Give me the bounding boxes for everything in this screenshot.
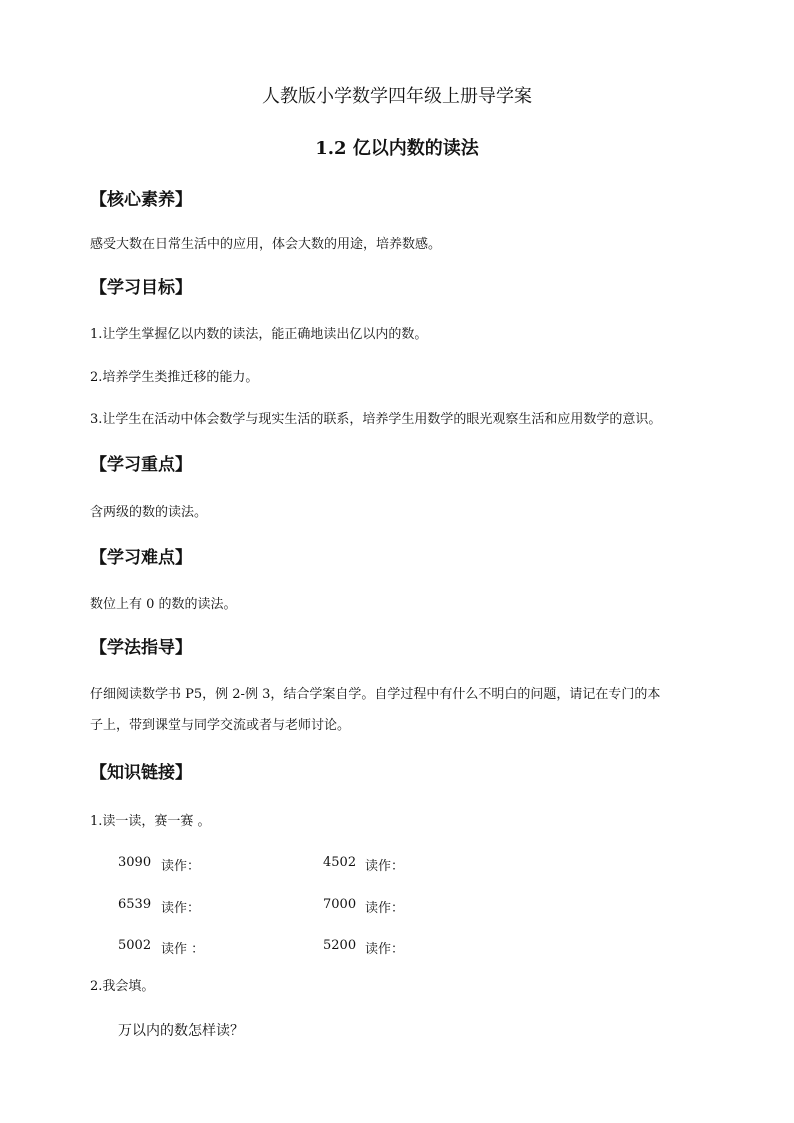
goal-item-1: 1.让学生掌握亿以内数的读法，能正确地读出亿以内的数。: [90, 327, 428, 342]
number-value: 3090: [118, 855, 152, 870]
core-heading: 【核心素养】: [90, 190, 192, 210]
goal-item-3: 3.让学生在活动中体会数学与现实生活的联系，培养学生用数学的眼光观察生活和应用数学的意识。: [90, 412, 662, 427]
read-as-label: 读作：: [365, 942, 405, 957]
lesson-title: 1.2 亿以内数的读法: [315, 138, 479, 159]
read-as-label: 读作：: [365, 901, 405, 916]
key-point-heading: 【学习重点】: [90, 455, 192, 475]
number-value: 4502: [323, 855, 357, 870]
read-as-label: 读作：: [365, 859, 405, 874]
number-value: 5002: [118, 938, 152, 953]
number-value: 5200: [323, 938, 357, 953]
exercise-2-question: 万以内的数怎样读？: [118, 1023, 244, 1039]
key-point-text: 含两级的数的读法。: [90, 505, 208, 520]
reading-row: [118, 855, 518, 874]
reading-row: [118, 897, 518, 916]
read-as-label: 读作：: [161, 859, 201, 874]
exercise-1-prompt: 1.读一读，赛一赛 。: [90, 814, 211, 829]
method-heading: 【学法指导】: [90, 638, 192, 658]
core-text: 感受大数在日常生活中的应用，体会大数的用途，培养数感。: [90, 237, 442, 252]
document-title: 人教版小学数学四年级上册导学案: [262, 86, 532, 107]
reading-row: [118, 938, 518, 957]
difficulty-heading: 【学习难点】: [90, 548, 192, 568]
number-value: 6539: [118, 897, 152, 912]
read-as-label: 读作：: [161, 901, 201, 916]
method-text-line-2: 子上，带到课堂与同学交流或者与老师讨论。: [90, 718, 351, 733]
goals-heading: 【学习目标】: [90, 278, 192, 298]
difficulty-text: 数位上有 0 的数的读法。: [90, 597, 237, 612]
goal-item-2: 2.培养学生类推迁移的能力。: [90, 370, 259, 385]
knowledge-heading: 【知识链接】: [90, 763, 192, 783]
exercise-2-prompt: 2.我会填。: [90, 979, 155, 994]
method-text-line-1: 仔细阅读数学书 P5，例 2-例 3，结合学案自学。自学过程中有什么不明白的问题，请记在专门的本: [90, 687, 661, 702]
number-value: 7000: [323, 897, 357, 912]
read-as-label: 读作 ：: [161, 942, 205, 957]
